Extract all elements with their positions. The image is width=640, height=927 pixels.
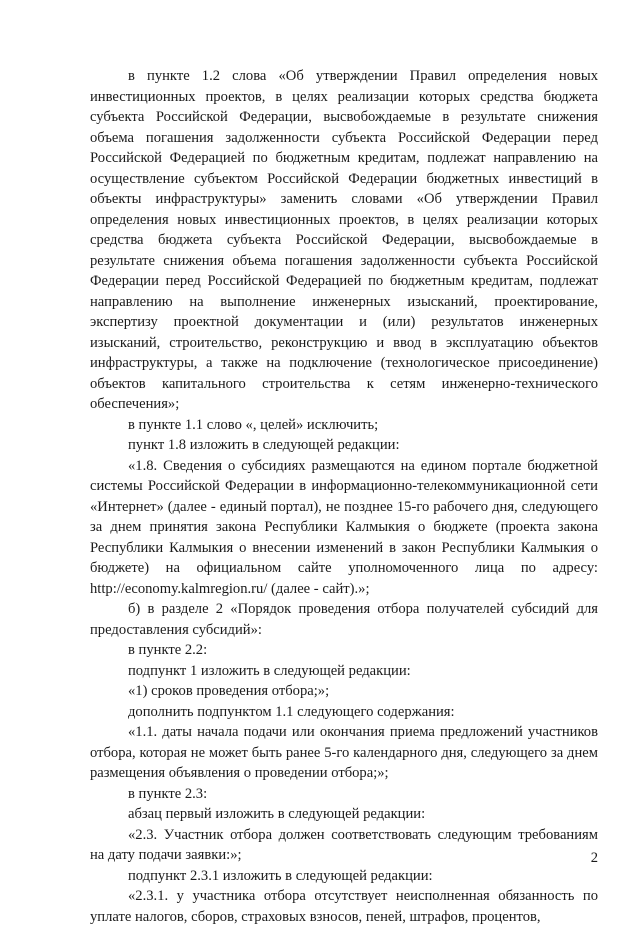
paragraph-subitem-1-text: «1) сроков проведения отбора;»; — [128, 683, 330, 699]
paragraph-subitem-2-3-1-intro: подпункт 2.3.1 изложить в следующей редакции: — [128, 867, 433, 884]
paragraph-item-2-2-intro: в пункте 2.2: — [128, 642, 208, 658]
paragraph-item-2-3-intro: в пункте 2.3: — [128, 785, 208, 802]
paragraph-section-2-intro: б) в разделе 2 «Порядок проведения отбора получателей субсидий для предоставления субсидий»: — [90, 601, 598, 638]
paragraph-item-1-8-intro: пункт 1.8 изложить в следующей редакции: — [128, 437, 400, 453]
paragraph-subitem-1-1-intro: дополнить подпунктом 1.1 следующего содержания: — [128, 703, 455, 720]
paragraph-subitem-1-intro: подпункт 1 изложить в следующей редакции: — [128, 662, 411, 679]
paragraph-item-2-3-first-para-intro: абзац первый изложить в следующей редакции: — [128, 806, 426, 822]
paragraph-subitem-1-1-text: «1.1. даты начала подачи или окончания приема предложений участников отбора, которая не может быть ранее 5-го календарного дня, следующего за днем размещения объявления о проведении отбора;»; — [90, 724, 598, 781]
paragraph-item-2-3-text: «2.3. Участник отбора должен соответствовать следующим требованиям на дату подачи заявки:»; — [90, 826, 598, 863]
document-body — [90, 66, 598, 927]
paragraph-subitem-2-3-1-text: «2.3.1. у участника отбора отсутствует неисполненная обязанность по уплате налогов, сборов, страховых взносов, пеней, штрафов, процентов, — [90, 888, 598, 925]
paragraph-item-1-2-amendment: в пункте 1.2 слова «Об утверждении Правил определения новых инвестиционных проектов, в целях реализации которых средства бюджета субъекта Российской Федерации, высвобождаемые в результате снижения объема погашения задолженности субъекта Российской Федерации перед Российской Федерацией по бюджетным кредитам, подлежат направлению на осуществление субъектом Российской Федерации бюджетных инвестиций в объекты инфраструктуры» заменить словами «Об утверждении Правил определения новых инвестиционных проектов, в целях реализации которых средства бюджета субъекта Российской Федерации, высвобождаемые в результате снижения объема погашения задолженности субъекта Российской Федерации перед Российской Федерацией по бюджетным кредитам, подлежат направлению на выполнение инженерных изысканий, проектирование, экспертизу проектной документации и (или) результатов инженерных изысканий, строительство, реконструкцию и ввод в эксплуатацию объектов инфраструктуры, а также на подключение (технологическое присоединение) объектов капитального строительства к сетям инженерно-технического обеспечения»; — [90, 68, 598, 412]
paragraph-item-1-1-amendment: в пункте 1.1 слово «, целей» исключить; — [128, 416, 379, 433]
page-number: 2 — [590, 850, 598, 866]
paragraph-item-1-8-text: «1.8. Сведения о субсидиях размещаются на едином портале бюджетной системы Российской Федерации в информационно-телекоммуникационной сети «Интернет» (далее - единый портал), не позднее 15-го рабочего дня, следующего за днем принятия закона Республики Калмыкия о бюджете (проекта закона Республики Калмыкия о внесении изменений в закон Республики Калмыкия о бюджете) на официальном сайте уполномоченного лица по адресу: http://economy.kalmregion.ru/ (далее - сайт).»; — [90, 457, 598, 597]
